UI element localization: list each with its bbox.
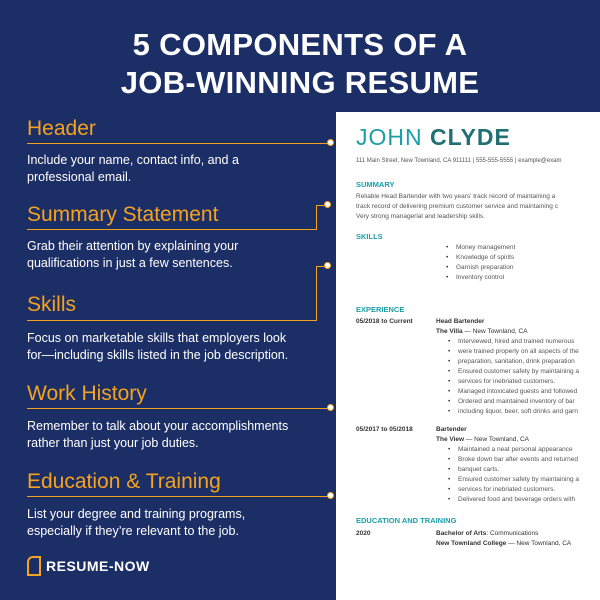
section-description: Include your name, contact info, and a professional email.	[27, 153, 239, 184]
section-summary	[27, 202, 327, 272]
sample-resume	[336, 112, 600, 600]
degree-field: : Communications	[486, 530, 539, 537]
resume-contact: 111 Main Street, New Townland, CA 911111 | 555-555-5555 | example@exam	[356, 158, 562, 164]
skill-item: • Garnish preparation	[446, 263, 515, 273]
connector-dot-education	[327, 492, 334, 499]
job-dates: 05/2018 to Current	[356, 318, 413, 325]
logo-text: RESUME-NOW	[46, 558, 150, 574]
job-bullet: • Ordered and maintained inventory of bar	[448, 397, 579, 407]
section-skills	[27, 292, 327, 364]
section-heading: Summary Statement	[27, 203, 219, 226]
section-description: Remember to talk about your accomplishments rather than just your job duties.	[27, 419, 289, 450]
section-description: Focus on marketable skills that employers look for—including skills listed in the job description.	[27, 331, 289, 362]
school-location: — New Townland, CA	[506, 540, 572, 547]
section-description: List your degree and training programs, especially if they’re relevant to the job.	[27, 507, 246, 538]
job-bullets	[448, 337, 579, 417]
resume-summary-line: track record of delivering premium customer service and maintaining c	[356, 203, 558, 210]
job-bullet: • including liquor, beer, soft drinks and garn	[448, 407, 579, 417]
infographic-title	[0, 26, 600, 102]
section-heading: Skills	[27, 293, 77, 316]
education-year: 2020	[356, 530, 371, 537]
job-bullet: • Ensured customer safety by maintaining a	[448, 367, 579, 377]
resume-first-name: JOHN	[356, 124, 423, 150]
job-employer	[436, 327, 528, 337]
document-icon	[27, 556, 41, 576]
job-bullet: • Broke down bar after events and returned	[448, 455, 579, 465]
job-location: — New Townland, CA	[462, 328, 528, 335]
section-education	[27, 469, 327, 540]
connector-dot-header	[327, 139, 334, 146]
job-bullet: • were trained properly on all aspects of the	[448, 347, 579, 357]
job-employer	[436, 435, 529, 445]
education-degree	[436, 529, 538, 539]
job-dates: 05/2017 to 05/2018	[356, 426, 413, 433]
section-header	[27, 116, 327, 186]
section-description: Grab their attention by explaining your qualifications in just a few sentences.	[27, 239, 239, 270]
job-bullets	[448, 445, 579, 505]
job-title: Head Bartender	[436, 318, 485, 325]
degree-name: Bachelor of Arts	[436, 530, 487, 537]
section-work-history	[27, 381, 327, 452]
skill-item: • Inventory control	[446, 273, 515, 283]
section-heading: Education & Training	[27, 470, 221, 493]
job-bullet: • Interviewed, hired and trained numerous	[448, 337, 579, 347]
job-bullet: • Managed intoxicated guests and followed	[448, 387, 579, 397]
resume-experience-heading: EXPERIENCE	[356, 305, 405, 314]
job-employer-name: The Villa	[436, 328, 463, 335]
resume-summary-line: Reliable Head Bartender with two years' track record of maintaining a	[356, 193, 556, 200]
job-bullet: • services for inebriated customers.	[448, 485, 579, 495]
job-location: — New Townland, CA	[464, 436, 529, 443]
resume-education-heading: EDUCATION AND TRAINING	[356, 516, 457, 525]
skill-item: • Money management	[446, 243, 515, 253]
section-heading: Work History	[27, 382, 147, 405]
connector-dot-work	[327, 404, 334, 411]
skill-item: • Knowledge of spirits	[446, 253, 515, 263]
job-bullet: • services for inebriated customers.	[448, 377, 579, 387]
resume-now-logo	[27, 556, 150, 576]
resume-skills-list	[446, 243, 515, 283]
title-line-1: 5 COMPONENTS OF A	[132, 27, 468, 62]
resume-name	[356, 124, 511, 151]
school-name: New Townland College	[436, 540, 507, 547]
resume-last-name: CLYDE	[430, 124, 511, 150]
job-title: Bartender	[436, 426, 467, 433]
job-bullet: • banquet carts.	[448, 465, 579, 475]
job-employer-name: The View	[436, 436, 465, 443]
job-bullet: • preparation, sanitation, drink preparation	[448, 357, 579, 367]
section-heading: Header	[27, 117, 96, 140]
resume-skills-heading: SKILLS	[356, 232, 383, 241]
job-bullet: • Maintained a neat personal appearance	[448, 445, 579, 455]
education-school	[436, 539, 571, 549]
title-line-2: JOB-WINNING RESUME	[120, 65, 480, 100]
job-bullet: • Delivered food and beverage orders with	[448, 495, 579, 505]
resume-summary-heading: SUMMARY	[356, 180, 395, 189]
job-bullet: • Ensured customer safety by maintaining a	[448, 475, 579, 485]
resume-summary-line: Very strong managerial and leadership skills.	[356, 213, 485, 220]
